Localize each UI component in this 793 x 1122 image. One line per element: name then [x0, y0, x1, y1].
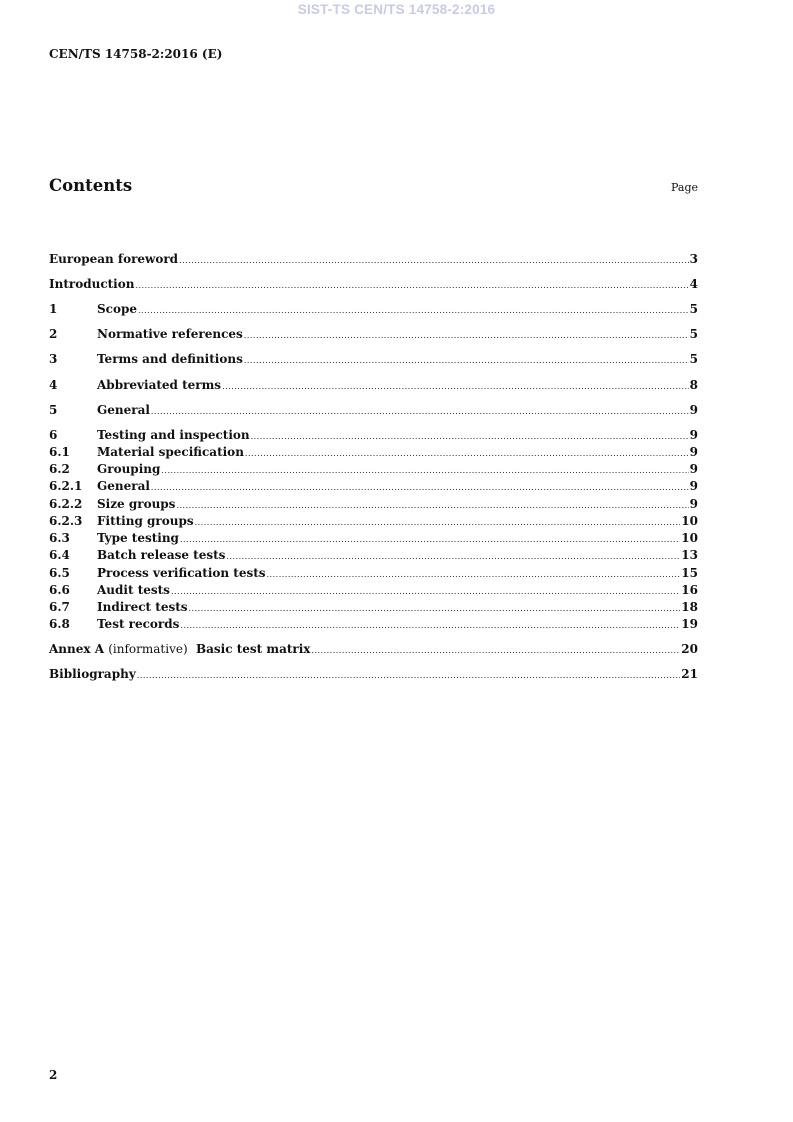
toc-page: 21 [681, 667, 698, 681]
toc-title: Indirect tests [97, 600, 188, 614]
leader-dots [151, 404, 689, 420]
toc-entry[interactable] [49, 427, 698, 443]
leader-dots [195, 515, 681, 531]
toc-entry[interactable] [49, 530, 698, 546]
watermark: SIST-TS CEN/TS 14758-2:2016 [297, 2, 496, 17]
annex-type: (informative) [108, 642, 188, 656]
toc-page: 10 [681, 531, 698, 545]
toc-entry[interactable] [49, 478, 698, 494]
toc-entry[interactable] [49, 513, 698, 529]
toc-title [49, 641, 310, 657]
leader-dots [151, 480, 689, 496]
leader-dots [267, 567, 681, 583]
leader-dots [176, 498, 688, 514]
toc-entry[interactable] [49, 547, 698, 563]
leader-dots [180, 532, 680, 548]
toc-title: Normative references [97, 327, 243, 341]
toc-number: 6.7 [49, 600, 70, 614]
toc-page: 19 [681, 617, 698, 631]
toc-page: 20 [681, 642, 698, 656]
leader-dots [189, 601, 681, 617]
toc-number: 6 [49, 428, 58, 442]
toc-number: 6.3 [49, 531, 70, 545]
toc-entry[interactable] [49, 351, 698, 367]
toc-page: 9 [689, 445, 698, 459]
leader-dots [311, 643, 680, 659]
leader-dots [244, 328, 689, 344]
page-number: 2 [49, 1068, 58, 1082]
leader-dots [161, 463, 688, 479]
toc-title: General [97, 479, 150, 493]
toc-entry[interactable] [49, 276, 698, 292]
toc-title: Fitting groups [97, 514, 194, 528]
toc-title: Terms and definitions [97, 352, 243, 366]
toc-page: 18 [681, 600, 698, 614]
contents-heading: Contents [49, 176, 133, 195]
toc-entry[interactable] [49, 496, 698, 512]
toc-number: 3 [49, 352, 58, 366]
page-column-label: Page [671, 181, 699, 194]
toc-title: Type testing [97, 531, 179, 545]
toc-page: 5 [689, 327, 698, 341]
toc-number: 1 [49, 302, 58, 316]
toc-number: 2 [49, 327, 58, 341]
toc-entry[interactable] [49, 616, 698, 632]
toc-page: 4 [689, 277, 698, 291]
toc-page: 15 [681, 566, 698, 580]
leader-dots [222, 379, 689, 395]
toc-number: 6.2.2 [49, 497, 83, 511]
toc-page: 3 [689, 252, 698, 266]
toc-page: 9 [689, 462, 698, 476]
toc-title: Audit tests [97, 583, 170, 597]
toc-page: 9 [689, 403, 698, 417]
toc-entry[interactable] [49, 599, 698, 615]
toc-number: 6.6 [49, 583, 70, 597]
document-id: CEN/TS 14758-2:2016 (E) [49, 47, 223, 61]
toc-title: Material specification [97, 445, 244, 459]
toc-number: 4 [49, 378, 58, 392]
toc-entry[interactable] [49, 444, 698, 460]
toc-title: Introduction [49, 277, 135, 291]
toc-number: 6.4 [49, 548, 70, 562]
toc-entry[interactable] [49, 666, 698, 682]
leader-dots [251, 429, 689, 445]
toc-page: 9 [689, 428, 698, 442]
leader-dots [135, 278, 688, 294]
toc-title: Abbreviated terms [97, 378, 222, 392]
toc-page: 8 [689, 378, 698, 392]
annex-title: Basic test matrix [196, 642, 311, 656]
toc-title: General [97, 403, 150, 417]
toc-entry[interactable] [49, 402, 698, 418]
toc-title: Batch release tests [97, 548, 226, 562]
toc-number: 5 [49, 403, 58, 417]
toc-entry[interactable] [49, 251, 698, 267]
toc-number: 6.5 [49, 566, 70, 580]
toc-number: 6.1 [49, 445, 70, 459]
toc-title: Testing and inspection [97, 428, 250, 442]
leader-dots [226, 549, 680, 565]
toc-number: 6.2.3 [49, 514, 83, 528]
toc-page: 13 [681, 548, 698, 562]
toc-entry[interactable] [49, 377, 698, 393]
annex-label: Annex A [49, 642, 105, 656]
toc-number: 6.2 [49, 462, 70, 476]
leader-dots [244, 353, 689, 369]
toc-page: 10 [681, 514, 698, 528]
toc-title: Scope [97, 302, 138, 316]
toc-entry[interactable] [49, 461, 698, 477]
toc-title: Test records [97, 617, 180, 631]
toc-page: 5 [689, 302, 698, 316]
toc-number: 6.2.1 [49, 479, 83, 493]
toc-page: 9 [689, 479, 698, 493]
leader-dots [245, 446, 689, 462]
toc-entry[interactable] [49, 326, 698, 342]
leader-dots [179, 253, 689, 269]
toc-entry[interactable] [49, 301, 698, 317]
toc-page: 5 [689, 352, 698, 366]
leader-dots [171, 584, 680, 600]
toc-page: 16 [681, 583, 698, 597]
toc-number: 6.8 [49, 617, 70, 631]
leader-dots [180, 618, 680, 634]
toc-title: Grouping [97, 462, 161, 476]
toc-title: European foreword [49, 252, 179, 266]
toc-entry[interactable] [49, 641, 698, 657]
toc-page: 9 [689, 497, 698, 511]
toc-title: Process verification tests [97, 566, 266, 580]
toc-entry[interactable] [49, 565, 698, 581]
leader-dots [137, 668, 681, 684]
toc-title: Size groups [97, 497, 176, 511]
leader-dots [138, 303, 689, 319]
toc-title: Bibliography [49, 667, 136, 681]
toc-entry[interactable] [49, 582, 698, 598]
